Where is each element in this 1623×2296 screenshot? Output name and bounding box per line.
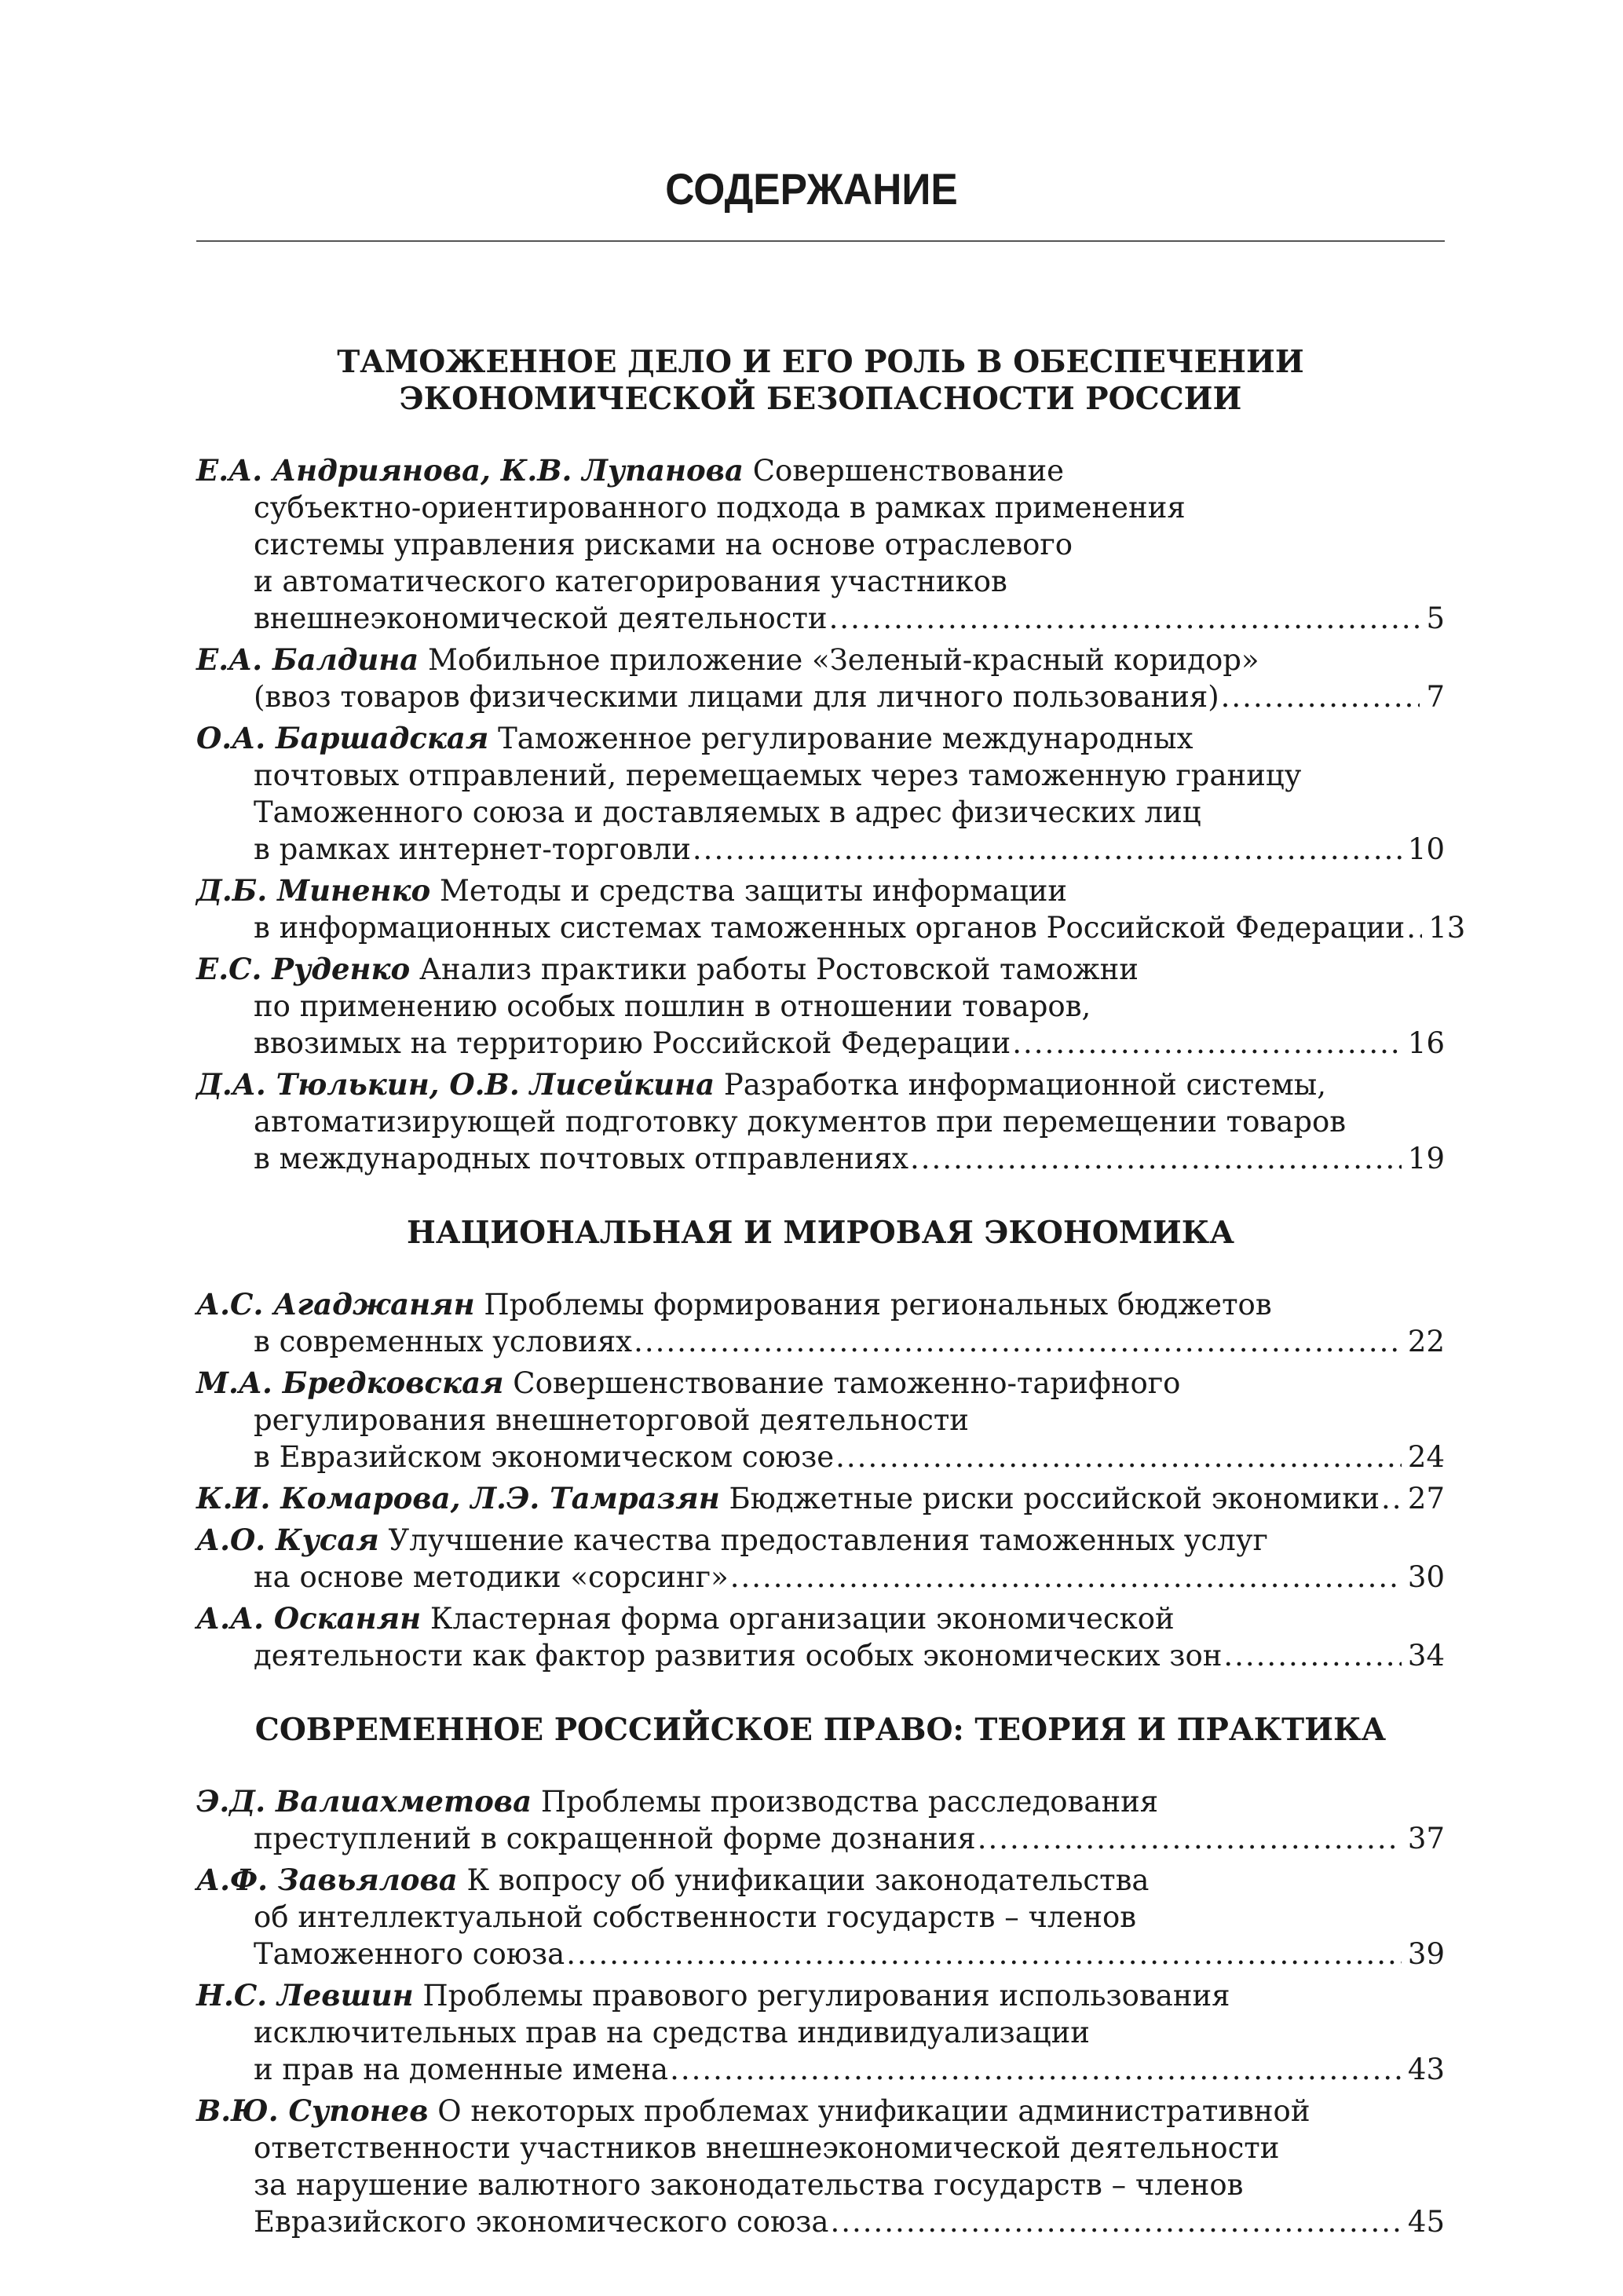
toc-entry-line [196,2166,1445,2203]
toc-entry-text [254,1637,1222,1674]
toc-entry-text [254,2130,1279,2166]
section-title-line: ТАМОЖЕННОЕ ДЕЛО И ЕГО РОЛЬ В ОБЕСПЕЧЕНИИ [337,344,1304,380]
toc-page-number: 10 [1407,832,1445,866]
toc-entry-line [196,757,1445,794]
toc-entry-line [196,831,1445,868]
section-title-line: ЭКОНОМИЧЕСКОЙ БЕЗОПАСНОСТИ РОССИИ [399,381,1242,417]
toc-entry-text [254,831,691,868]
toc-entry-text [254,1140,908,1177]
toc-entry-title: почтовых отправлений, перемещаемых через таможенную границу [254,759,1302,792]
toc-entry-line [196,1480,1445,1517]
toc-entry-title: Таможенного союза и доставляемых в адрес физических лиц [254,795,1201,829]
table-of-contents [196,344,1466,2278]
toc-entry [196,642,1445,715]
toc-entry-title: по применению особых пошлин в отношении товаров, [254,989,1091,1023]
toc-entry-text [254,2014,1090,2051]
toc-entry-text [196,1977,1230,2014]
toc-entry-line [196,1025,1445,1062]
toc-page-number: 13 [1428,911,1466,945]
dot-leader [730,1559,1402,1596]
toc-entry-title: за нарушение валютного законодательства государств – членов [254,2168,1244,2202]
toc-entry-authors: Д.А. Тюлькин, О.В. Лисейкина [196,1067,715,1102]
dot-leader [693,831,1402,868]
toc-entry-text [196,872,1067,909]
toc-entry-line [196,720,1445,757]
toc-entry-line [196,2093,1445,2130]
toc-entry-line [196,951,1445,988]
toc-entry-authors: А.С. Агаджанян [196,1287,475,1322]
toc-entry-line [196,452,1445,489]
toc-entry-text [254,1559,729,1596]
dot-leader [835,1439,1402,1475]
toc-entry-title: Улучшение качества предоставления таможенных услуг [388,1523,1268,1557]
toc-entry-title: Таможенного союза [254,1937,565,1971]
toc-entry-text [254,526,1073,563]
toc-entry-text [254,1439,834,1475]
toc-entry-authors: Е.А. Андриянова, К.В. Лупанова [196,453,744,488]
toc-entry-line [196,988,1445,1025]
toc-entry-title: Совершенствование [752,454,1065,488]
toc-entry [196,1286,1445,1360]
toc-entry-title: в международных почтовых отправлениях [254,1142,909,1175]
toc-entry-title: ввозимых на территорию Российской Федерации [254,1026,1011,1060]
toc-entry-title: Таможенное регулирование международных [498,722,1193,755]
section-title [196,1712,1445,1749]
toc-entry-title: в информационных системах таможенных органов Российской Федерации [254,911,1406,945]
toc-entry-title: системы управления рисками на основе отраслевого [254,528,1073,561]
toc-entry-title: Анализ практики работы Ростовской таможни [419,952,1139,986]
toc-entry-line [196,1439,1445,1475]
toc-entry-text [196,1480,1380,1517]
toc-entry [196,872,1466,946]
toc-entry [196,2093,1445,2240]
toc-entry-text [254,1402,969,1439]
toc-entry-text [196,1365,1180,1402]
toc-entry-title: деятельности как фактор развития особых экономических зон [254,1639,1223,1673]
toc-entry-authors: А.О. Кусая [196,1523,379,1557]
toc-entry-text [254,2166,1244,2203]
toc-entry-authors: А.Ф. Завьялова [196,1863,458,1897]
toc-entry-text [254,678,1219,715]
toc-entry-line [196,1936,1445,1972]
dot-leader [830,2203,1401,2240]
title-divider [196,240,1445,242]
toc-entry-title: К вопросу об унификации законодательства [466,1863,1150,1897]
toc-entry-line [196,2130,1445,2166]
toc-entry-title: исключительных прав на средства индивидуализации [254,2016,1090,2049]
toc-entry-line [196,678,1445,715]
toc-entry-title: Разработка информационной системы, [723,1068,1326,1102]
dot-leader [910,1140,1402,1177]
toc-entry-text [254,489,1186,526]
toc-entry [196,1862,1445,1972]
toc-entry-line [196,2014,1445,2051]
toc-entry-authors: Е.А. Балдина [196,642,419,677]
toc-entry-title: ответственности участников внешнеэкономической деятельности [254,2131,1280,2165]
dot-leader [1221,678,1420,715]
dot-leader [634,1323,1402,1360]
toc-entry-text [196,720,1193,757]
toc-entry [196,1522,1445,1596]
toc-entry-line [196,1559,1445,1596]
dot-leader [1223,1637,1402,1674]
toc-entry-authors: Э.Д. Валиахметова [196,1784,532,1819]
toc-entry [196,951,1445,1062]
toc-entry-title: Мобильное приложение «Зеленый-красный коридор» [428,643,1259,677]
toc-entry [196,1365,1445,1475]
toc-entry-text [254,757,1301,794]
section-title-line: НАЦИОНАЛЬНАЯ И МИРОВАЯ ЭКОНОМИКА [407,1215,1234,1251]
section-title [196,344,1445,418]
toc-entry-line [196,1286,1445,1323]
toc-entry-line [196,563,1445,600]
toc-entry-line [196,1066,1445,1103]
toc-entry-line [196,526,1445,563]
toc-entry [196,1600,1445,1674]
toc-entry-title: в Евразийском экономическом союзе [254,1440,835,1474]
toc-entry-line [196,642,1445,678]
toc-entry-text [254,794,1201,831]
toc-entry-title: и прав на доменные имена [254,2053,669,2086]
toc-entry-line [196,1402,1445,1439]
toc-entry-title: и автоматического категорирования участников [254,565,1007,598]
toc-entry-text [196,1522,1268,1559]
toc-entry [196,1066,1445,1177]
toc-entry-title: на основе методики «сорсинг» [254,1560,729,1594]
page-title: СОДЕРЖАНИЕ [665,164,958,214]
toc-entry [196,452,1445,637]
toc-entry [196,1480,1445,1517]
toc-entry-authors: К.И. Комарова, Л.Э. Тамразян [196,1481,720,1515]
dot-leader [670,2051,1402,2088]
toc-entry-line [196,1600,1445,1637]
toc-page-number: 30 [1407,1560,1445,1594]
toc-page-number: 22 [1407,1325,1445,1358]
toc-entry-authors: А.А. Осканян [196,1601,422,1636]
toc-entry-text [196,452,1064,489]
dot-leader [1381,1480,1402,1517]
dot-leader [566,1936,1402,1972]
toc-entry-title: об интеллектуальной собственности государств – членов [254,1900,1137,1934]
toc-entry-line [196,1637,1445,1674]
toc-entry-text [196,1286,1272,1323]
toc-entry-authors: О.А. Баршадская [196,721,489,755]
toc-entry-text [254,1820,976,1857]
toc-entry [196,1977,1445,2088]
toc-page-number: 7 [1426,680,1445,714]
toc-page-number: 34 [1407,1639,1445,1673]
toc-entry-title: О некоторых проблемах унификации административной [437,2094,1310,2128]
toc-section [196,1712,1445,2240]
toc-entry-line [196,2051,1445,2088]
dot-leader [829,600,1420,637]
toc-entry-line [196,1977,1445,2014]
toc-entry-title: Проблемы формирования региональных бюджетов [484,1288,1272,1322]
toc-entry-authors: М.А. Бредковская [196,1366,504,1400]
toc-page-number: 27 [1407,1482,1445,1515]
toc-page-number: 39 [1407,1937,1445,1971]
toc-entry-authors: Н.С. Левшин [196,1978,414,2013]
toc-entry-title: в рамках интернет-торговли [254,832,691,866]
toc-entry [196,720,1445,868]
toc-entry-text [254,1025,1011,1062]
toc-entry-line [196,1365,1445,1402]
toc-entry-title: Проблемы правового регулирования использования [422,1979,1230,2013]
toc-entry-text [196,642,1259,678]
toc-entry-text [254,1323,632,1360]
toc-entry-text [196,951,1139,988]
toc-entry-text [196,1600,1175,1637]
toc-page-number: 45 [1407,2205,1445,2239]
toc-page-number: 43 [1407,2053,1445,2086]
toc-entry-title: Евразийского экономического союза [254,2205,829,2239]
toc-page-number: 16 [1407,1026,1445,1060]
toc-entry-title: Бюджетные риски российской экономики [729,1482,1380,1515]
section-title-line: СОВРЕМЕННОЕ РОССИЙСКОЕ ПРАВО: ТЕОРИЯ И ПРАКТИКА [254,1712,1387,1748]
toc-entry-text [254,2051,668,2088]
toc-entry-title: Методы и средства защиты информации [440,874,1068,908]
toc-entry-title: преступлений в сокращенной форме дознания [254,1822,976,1855]
section-title [196,1215,1445,1252]
toc-entry-text [196,1783,1158,1820]
toc-entry-title: Кластерная форма организации экономической [430,1602,1175,1636]
toc-entry-line [196,1862,1445,1899]
toc-entry-title: (ввоз товаров физическими лицами для личного пользования) [254,680,1219,714]
toc-entry-line [196,489,1445,526]
toc-entry-text [254,2203,828,2240]
toc-entry-text [254,600,828,637]
toc-page-number: 37 [1407,1822,1445,1855]
dot-leader [1012,1025,1402,1062]
dot-leader [978,1820,1402,1857]
toc-entry-line [196,1820,1445,1857]
toc-entry-authors: Д.Б. Миненко [196,873,431,908]
toc-entry-title: субъектно-ориентированного подхода в рамках применения [254,491,1186,525]
toc-entry-line [196,2203,1445,2240]
toc-page-number: 19 [1407,1142,1445,1175]
toc-section [196,1215,1445,1674]
toc-entry-text [254,1936,565,1972]
toc-entry-line [196,1140,1445,1177]
toc-entry-title: Проблемы производства расследования [540,1785,1159,1819]
toc-entry-authors: В.Ю. Супонев [196,2093,429,2128]
toc-entry-text [254,1103,1346,1140]
toc-entry-title: автоматизирующей подготовку документов при перемещении товаров [254,1105,1347,1139]
toc-entry-line [196,1323,1445,1360]
toc-entry-line [196,1522,1445,1559]
toc-entry-line [196,600,1445,637]
toc-entry-text [254,988,1091,1025]
toc-entry-authors: Е.С. Руденко [196,952,411,986]
toc-page-number: 5 [1426,601,1445,635]
toc-entry-line [196,1899,1445,1936]
toc-entry-line [196,909,1466,946]
toc-entry-title: внешнеэкономической деятельности [254,601,828,635]
toc-entry-text [254,563,1007,600]
toc-entry-line [196,1783,1445,1820]
dot-leader [1406,909,1422,946]
toc-entry [196,1783,1445,1857]
toc-entry-line [196,1103,1445,1140]
toc-entry-text [196,2093,1310,2130]
toc-entry-line [196,794,1445,831]
toc-entry-title: в современных условиях [254,1325,633,1358]
toc-entry-text [254,909,1405,946]
toc-entry-text [196,1862,1149,1899]
toc-entry-line [196,872,1445,909]
toc-entry-title: регулирования внешнеторговой деятельности [254,1403,969,1437]
toc-entry-title: Совершенствование таможенно-тарифного [513,1366,1181,1400]
toc-entry-text [254,1899,1136,1936]
toc-entry-text [196,1066,1326,1103]
toc-page-number: 24 [1407,1440,1445,1474]
toc-section [196,344,1466,1177]
